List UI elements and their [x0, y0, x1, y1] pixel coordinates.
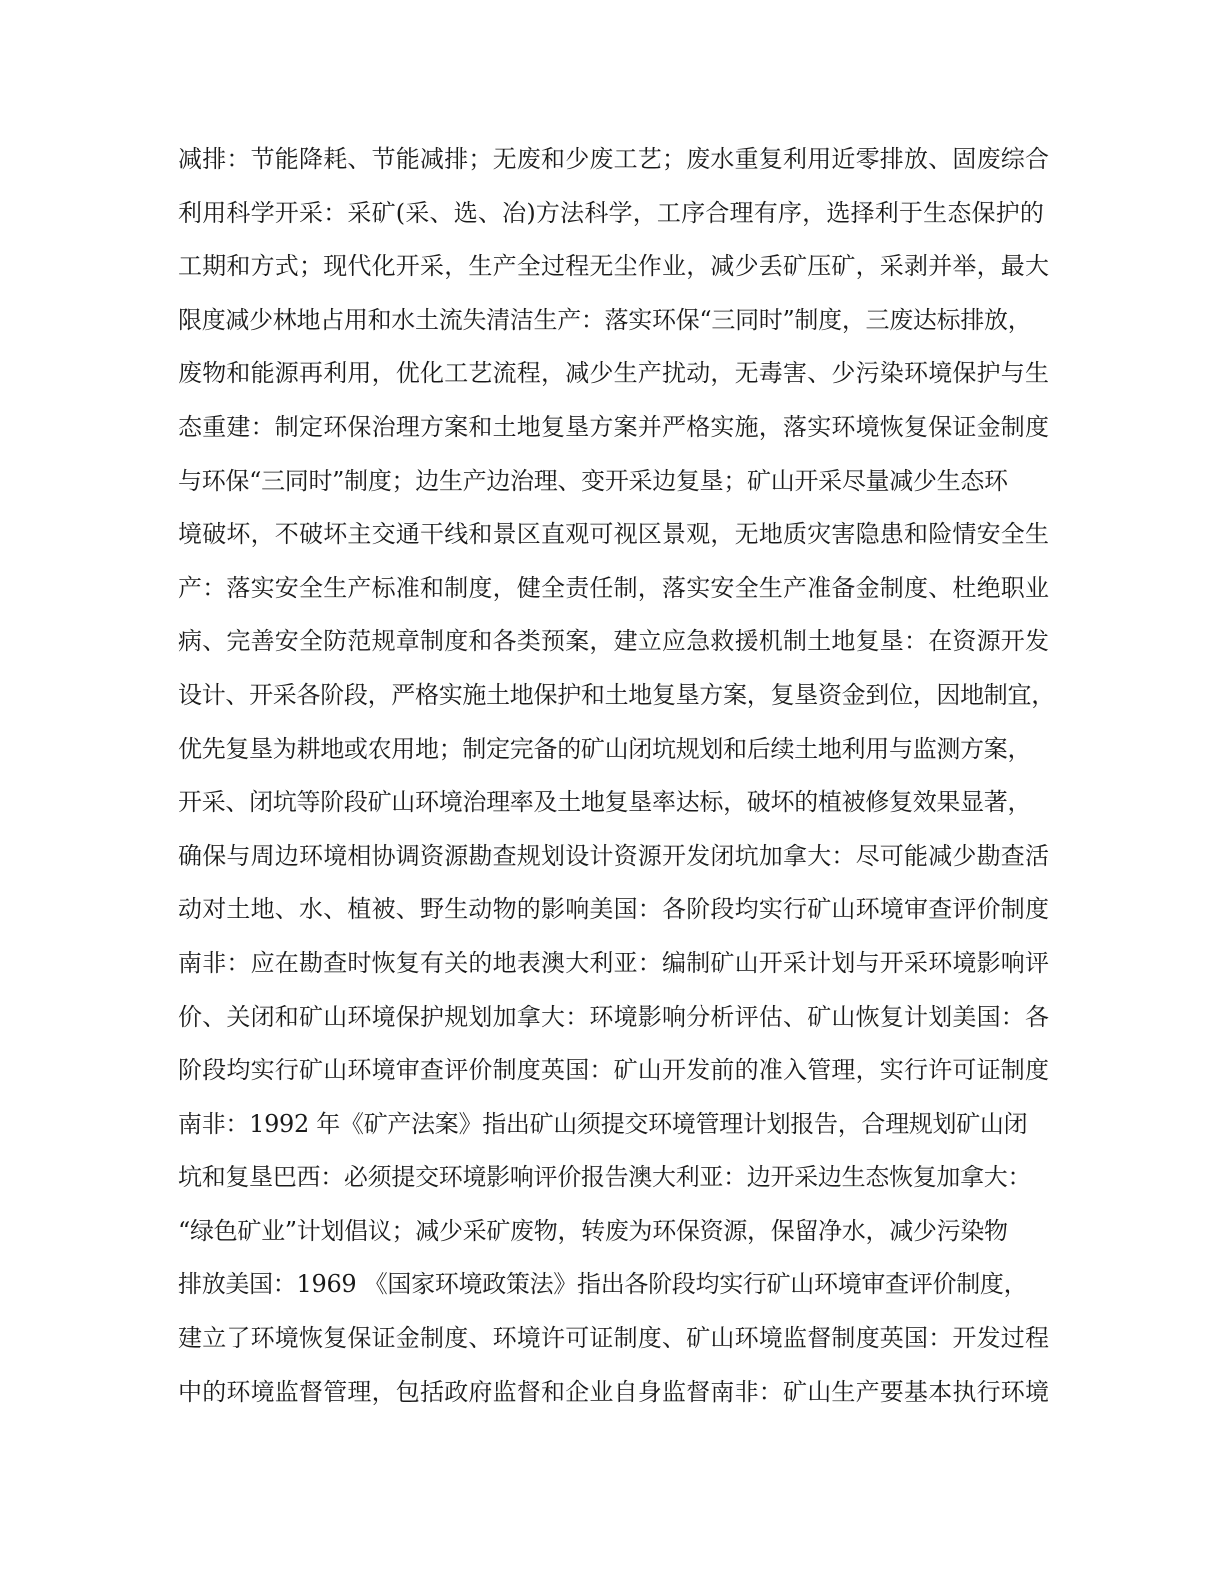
text-line: 工期和方式；现代化开采，生产全过程无尘作业，减少丢矿压矿，采剥并举，最大 — [178, 252, 1050, 281]
text-line: 动对土地、水、植被、野生动物的影响美国：各阶段均实行矿山环境审查评价制度 — [178, 895, 1050, 924]
text-line: 产：落实安全生产标准和制度，健全责任制，落实安全生产准备金制度、杜绝职业 — [178, 573, 1050, 602]
text-line: 境破坏，不破坏主交通干线和景区直观可视区景观，无地质灾害隐患和险情安全生 — [178, 520, 1050, 549]
text-line: “绿色矿业”计划倡议；减少采矿废物，转废为环保资源，保留净水，减少污染物 — [178, 1216, 1008, 1245]
body-text — [178, 140, 1058, 1426]
text-line: 排放美国：1969 《国家环境政策法》指出各阶段均实行矿山环境审查评价制度， — [178, 1270, 1028, 1299]
text-line: 坑和复垦巴西：必须提交环境影响评价报告澳大利亚：边开采边生态恢复加拿大： — [178, 1163, 1032, 1192]
text-line: 设计、开采各阶段，严格实施土地保护和土地复垦方案，复垦资金到位，因地制宜， — [178, 680, 1055, 709]
text-line: 限度减少林地占用和水土流失清洁生产：落实环保“三同时”制度，三废达标排放， — [178, 305, 1032, 334]
text-line: 优先复垦为耕地或农用地；制定完备的矿山闭坑规划和后续土地利用与监测方案， — [178, 734, 1032, 763]
text-line: 南非：应在勘查时恢复有关的地表澳大利亚：编制矿山开采计划与开采环境影响评 — [178, 948, 1050, 977]
text-line: 开采、闭坑等阶段矿山环境治理率及土地复垦率达标，破坏的植被修复效果显著， — [178, 788, 1032, 817]
text-line: 态重建：制定环保治理方案和土地复垦方案并严格实施，落实环境恢复保证金制度 — [178, 412, 1050, 441]
text-line: 南非：1992 年《矿产法案》指出矿山须提交环境管理计划报告，合理规划矿山闭 — [178, 1109, 1028, 1138]
text-line: 确保与周边环境相协调资源勘查规划设计资源开发闭坑加拿大：尽可能减少勘查活 — [178, 841, 1050, 870]
text-line: 价、关闭和矿山环境保护规划加拿大：环境影响分析评估、矿山恢复计划美国：各 — [178, 1002, 1050, 1031]
text-line: 减排：节能降耗、节能减排；无废和少废工艺；废水重复利用近零排放、固废综合 — [178, 145, 1050, 173]
text-line: 建立了环境恢复保证金制度、环境许可证制度、矿山环境监督制度英国：开发过程 — [178, 1324, 1050, 1353]
text-line: 中的环境监督管理，包括政府监督和企业自身监督南非：矿山生产要基本执行环境 — [178, 1377, 1050, 1406]
text-line: 利用科学开采：采矿(采、选、冶)方法科学，工序合理有序，选择利于生态保护的 — [178, 198, 1045, 227]
text-line: 病、完善安全防范规章制度和各类预案，建立应急救援机制土地复垦：在资源开发 — [178, 627, 1050, 656]
text-line: 阶段均实行矿山环境审查评价制度英国：矿山开发前的准入管理，实行许可证制度 — [178, 1056, 1050, 1085]
text-line: 与环保“三同时”制度；边生产边治理、变开采边复垦；矿山开采尽量减少生态环 — [178, 466, 1008, 495]
text-line: 废物和能源再利用，优化工艺流程，减少生产扰动，无毒害、少污染环境保护与生 — [178, 359, 1050, 388]
